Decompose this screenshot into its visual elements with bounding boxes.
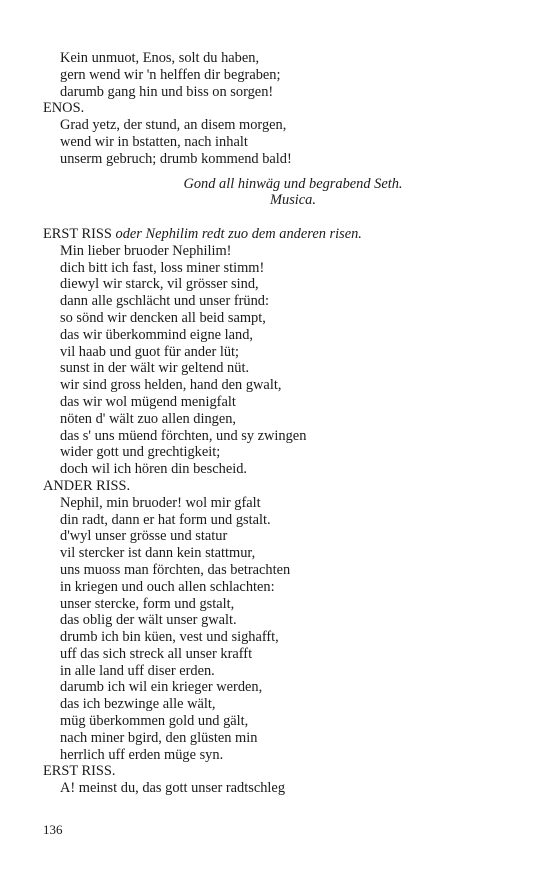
verse-line: müg überkommen gold und gält, <box>60 713 249 730</box>
verse-line: sunst in der wält wir geltend nüt. <box>60 360 250 377</box>
verse-line: Kein unmuot, Enos, solt du haben, <box>60 50 260 66</box>
verse-line: nach miner bgird, den glüsten min <box>60 729 258 746</box>
verse-line: dann alle gschlächt und unser fründ: <box>60 293 270 310</box>
verse-line: das wir überkommind eigne land, <box>60 326 254 343</box>
verse-line: gern wend wir 'n helffen dir begraben; <box>60 66 281 83</box>
spacer <box>43 168 523 176</box>
verse-line: in alle land uff diser erden. <box>60 662 215 679</box>
verse-line: so sönd wir dencken all beid sampt, <box>60 309 266 326</box>
verse-line: vil haab und guot für ander lüt; <box>60 343 240 360</box>
verse-line: das wir wol mügend menigfalt <box>60 393 236 410</box>
stage-direction-music: Musica. <box>270 192 316 209</box>
verse-line: d'wyl unser grösse und statur <box>60 528 228 545</box>
spacer <box>43 209 523 226</box>
verse-line: das oblig der wält unser gwalt. <box>60 612 237 629</box>
verse-line: herrlich uff erden müge syn. <box>60 746 224 763</box>
verse-line: das s' uns müend förchten, und sy zwingen <box>60 427 307 444</box>
verse-line: vil stercker ist dann kein stattmur, <box>60 545 256 562</box>
speaker-direction: oder Nephilim redt zuo dem anderen risen. <box>115 225 362 242</box>
speaker-enos: ENOS. <box>43 100 85 117</box>
verse-line: darumb gang hin und biss on sorgen! <box>60 83 274 100</box>
verse-line: diewyl wir starck, vil grösser sind, <box>60 276 259 293</box>
speaker-erst-riss-2: ERST RISS. <box>43 763 116 780</box>
verse-line: Grad yetz, der stund, an disem morgen, <box>60 117 287 134</box>
verse-line: unser stercke, form und gstalt, <box>60 595 235 612</box>
speaker-erst-riss <box>43 226 523 243</box>
verse-line: uff das sich streck all unser krafft <box>60 645 253 662</box>
verse-line: drumb ich bin küen, vest und sighafft, <box>60 629 279 646</box>
play-text <box>43 50 523 797</box>
verse-line: doch wil ich hören din bescheid. <box>60 461 248 478</box>
verse-line: nöten d' wält zuo allen dingen, <box>60 410 237 427</box>
speaker-name: ERST RISS <box>43 225 112 242</box>
verse-line: Min lieber bruoder Nephilim! <box>60 242 232 259</box>
verse-line: A! meinst du, das gott unser radtschleg <box>60 780 286 797</box>
verse-line: unserm gebruch; drumb kommend bald! <box>60 150 292 167</box>
verse-line: wir sind gross helden, hand den gwalt, <box>60 377 282 394</box>
stage-direction: Gond all hinwäg und begrabend Seth. <box>183 175 403 192</box>
verse-line: uns muoss man förchten, das betrachten <box>60 561 291 578</box>
verse-line: Nephil, min bruoder! wol mir gfalt <box>60 494 261 511</box>
verse-line: dich bitt ich fast, loss miner stimm! <box>60 259 265 276</box>
verse-line: wider gott und grechtigkeit; <box>60 444 221 461</box>
verse-line: din radt, dann er hat form und gstalt. <box>60 511 271 528</box>
speaker-ander-riss: ANDER RISS. <box>43 477 131 494</box>
verse-line: wend wir in bstatten, nach inhalt <box>60 133 248 150</box>
verse-line: darumb ich wil ein krieger werden, <box>60 679 263 696</box>
verse-line: in kriegen und ouch allen schlachten: <box>60 578 275 595</box>
page-number: 136 <box>43 822 63 837</box>
verse-line: das ich bezwinge alle wält, <box>60 696 216 713</box>
